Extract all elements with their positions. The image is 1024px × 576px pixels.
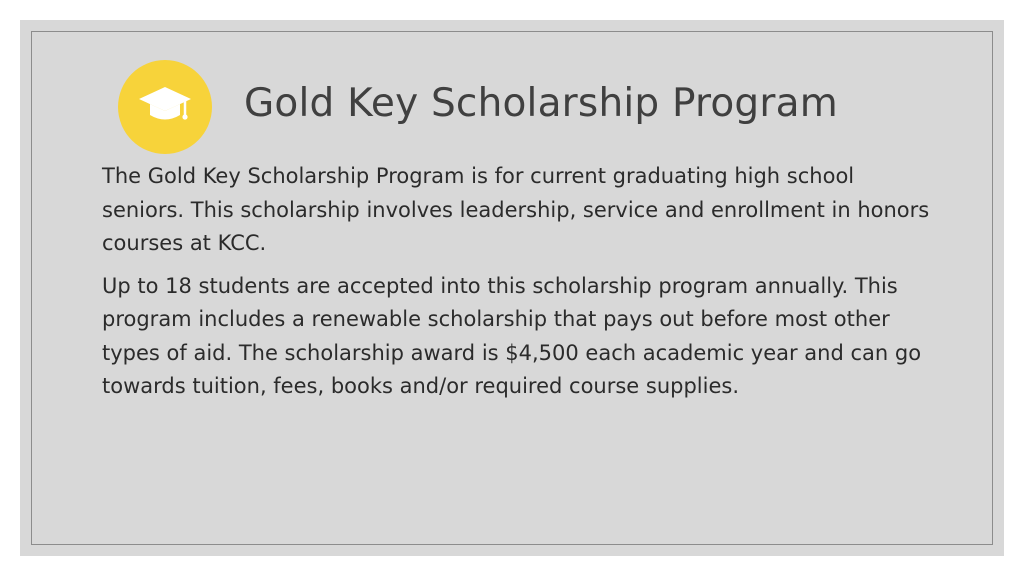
- paragraph-intro: The Gold Key Scholarship Program is for current graduating high school seniors. This scholarship involves leadership, service and enrollment in honors courses at KCC.: [102, 164, 930, 255]
- graduation-cap-glyph: [133, 75, 197, 139]
- graduation-cap-icon: [118, 60, 212, 154]
- paragraph-details: Up to 18 students are accepted into this scholarship program annually. This program includes a renewable scholarship that pays out before most other types of aid. The scholarship award is $4,500 each academic year and can go towards tuition, fees, books and/or required course supplies.: [102, 273, 922, 398]
- slide-title: Gold Key Scholarship Program: [244, 81, 838, 126]
- slide-body: [102, 160, 942, 413]
- slide: [20, 20, 1004, 556]
